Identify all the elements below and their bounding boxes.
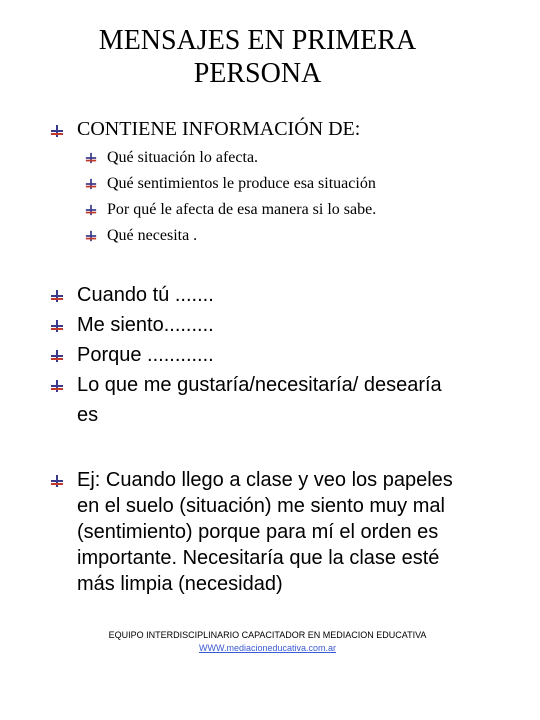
footer-website-link[interactable]: WWW.mediacioneducativa.com.ar bbox=[198, 643, 337, 653]
arrow-bullet-icon bbox=[50, 379, 64, 393]
footer-organization: EQUIPO INTERDISCIPLINARIO CAPACITADOR EN MEDIACION EDUCATIVA bbox=[108, 630, 427, 640]
list-item: Qué necesita . bbox=[107, 227, 198, 244]
arrow-bullet-icon bbox=[85, 204, 99, 218]
template-line-cuando: Cuando tú ....... bbox=[77, 284, 214, 306]
page-title bbox=[0, 24, 515, 90]
example-line: importante. Necesitaría que la clase esté bbox=[77, 547, 440, 569]
arrow-bullet-icon bbox=[85, 230, 99, 244]
list-item: Por qué le afecta de esa manera si lo sabe. bbox=[107, 201, 377, 218]
template-line-lo-que: Lo que me gustaría/necesitaría/ desearía bbox=[77, 374, 442, 396]
template-line-me-siento: Me siento......... bbox=[77, 314, 214, 336]
arrow-bullet-icon bbox=[50, 349, 64, 363]
arrow-bullet-icon bbox=[50, 124, 64, 138]
example-line: más limpia (necesidad) bbox=[77, 573, 283, 595]
section-heading: CONTIENE INFORMACIÓN DE: bbox=[77, 118, 361, 140]
list-item: Qué sentimientos le produce esa situación bbox=[107, 175, 376, 192]
arrow-bullet-icon bbox=[50, 474, 64, 488]
arrow-bullet-icon bbox=[50, 289, 64, 303]
arrow-bullet-icon bbox=[85, 178, 99, 192]
example-line: Ej: Cuando llego a clase y veo los papeles bbox=[77, 469, 453, 491]
list-item: Qué situación lo afecta. bbox=[107, 149, 259, 166]
template-line-lo-que-cont: es bbox=[77, 404, 99, 426]
arrow-bullet-icon bbox=[50, 319, 64, 333]
example-line: (sentimiento) porque para mí el orden es bbox=[77, 521, 439, 543]
arrow-bullet-icon bbox=[85, 152, 99, 166]
template-line-porque: Porque ............ bbox=[77, 344, 214, 366]
page-title-line-1: MENSAJES EN PRIMERA bbox=[98, 25, 417, 56]
page-title-line-2: PERSONA bbox=[193, 58, 322, 89]
example-line: en el suelo (situación) me siento muy mal bbox=[77, 495, 445, 517]
